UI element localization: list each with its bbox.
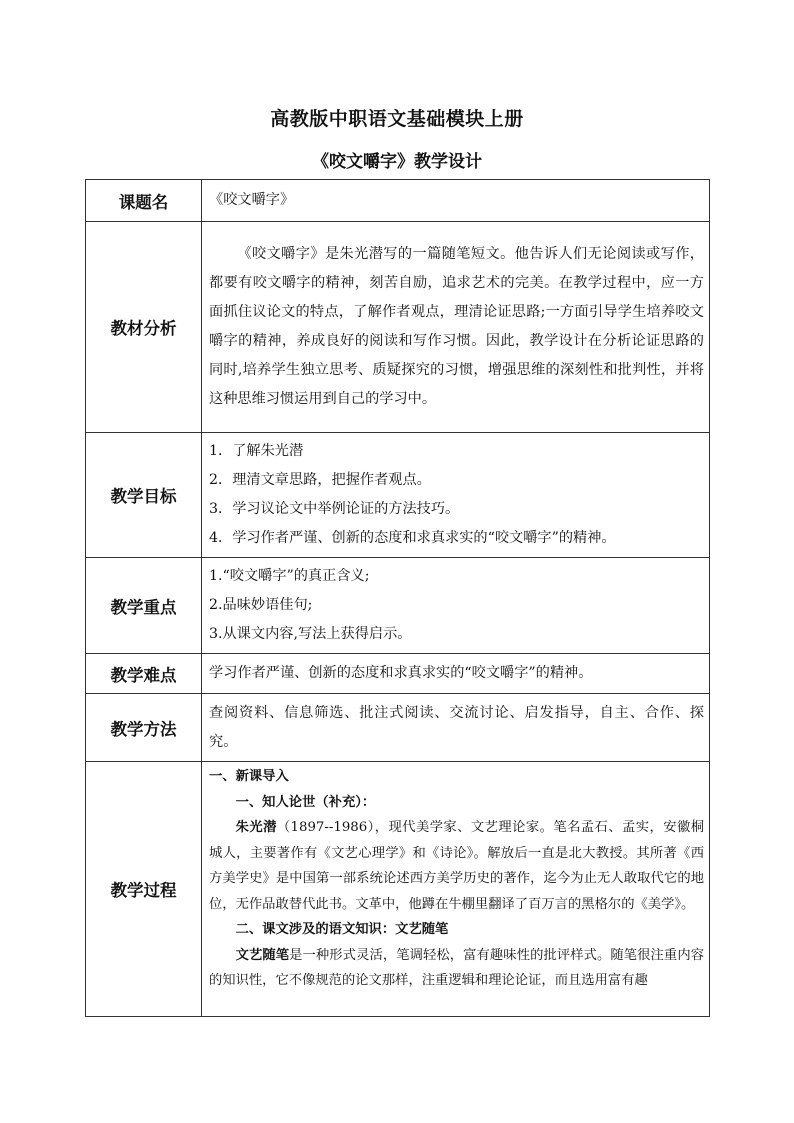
value-objectives (202, 433, 710, 558)
row-objectives (86, 433, 710, 558)
row-difficulties (86, 654, 710, 694)
row-methods (86, 694, 710, 762)
key-point-item: 3.从课文内容,写法上获得启示。 (209, 626, 412, 642)
row-process (86, 762, 710, 1017)
key-point-item: 2.品味妙语佳句; (209, 597, 313, 613)
process-bio-paragraph (209, 815, 704, 917)
value-difficulties: 学习作者严谨、创新的态度和求真求实的“咬文嚼字”的精神。 (202, 654, 710, 694)
process-essay-paragraph (209, 943, 704, 994)
bio-text: （1897--1986），现代美学家、文艺理论家。笔名孟石、孟实，安徽桐城人，主要著作有《文艺心理学》和《诗论》。解放后一直是北大教授。其所著《西方美学史》是中国第一部系统论述西方美学历史的著作，迄今为止无人敢取代它的地位，无作品敢替代此书。文革中，他蹲在牛棚里翻译了百万言的黑格尔的《美学》。 (209, 820, 704, 912)
lesson-plan-table (85, 179, 710, 1017)
document-subtitle: 《咬文嚼字》教学设计 (312, 152, 482, 172)
document-title: 高教版中职语文基础模块上册 (270, 108, 524, 130)
material-analysis-text: 《咬文嚼字》是朱光潜写的一篇随笔短文。他告诉人们无论阅读或写作，都要有咬文嚼字的精神，刻苦自励，追求艺术的完美。在教学过程中，应一方面抓住议论文的特点，了解作者观点，理清论证思路;一方面引导学生培养咬文嚼字的精神，养成良好的阅读和写作习惯。因此，教学设计在分析论证思路的同时,培养学生独立思考、质疑探究的习惯，增强思维的深刻性和批判性，并将这种思维习惯运用到自己的学习中。 (209, 246, 704, 407)
value-material-analysis (202, 222, 710, 433)
value-process (202, 762, 710, 1017)
essay-term: 文艺随笔 (235, 947, 290, 963)
label-objectives: 教学目标 (86, 433, 202, 558)
process-section-heading: 一、新课导入 (209, 769, 289, 784)
key-point-item: 1.“咬文嚼字”的真正含义; (209, 568, 370, 584)
row-topic (86, 180, 710, 222)
essay-text: 是一种形式灵活，笔调轻松，富有趣味性的批评样式。随笔很注重内容的知识性，它不像规范的论文那样，注重逻辑和理论论证，而且选用富有趣 (209, 947, 704, 988)
process-subheading: 二、课文涉及的语文知识：文艺随笔 (235, 922, 449, 937)
objective-item: 3．学习议论文中举例论证的方法技巧。 (209, 501, 460, 517)
objective-item: 2．理清文章思路，把握作者观点。 (209, 472, 431, 488)
methods-text: 查阅资料、信息筛选、批注式阅读、交流讨论、启发指导，自主、合作、探究。 (209, 704, 704, 750)
objective-item: 4．学习作者严谨、创新的态度和求真求实的“咬文嚼字”的精神。 (209, 530, 616, 546)
row-material-analysis (86, 222, 710, 433)
label-process: 教学过程 (86, 762, 202, 1017)
process-subheading: 一、知人论世（补充）： (235, 794, 376, 810)
objective-item: 1．了解朱光潜 (209, 443, 304, 459)
label-methods: 教学方法 (86, 694, 202, 762)
value-key-points (202, 558, 710, 654)
label-key-points: 教学重点 (86, 558, 202, 654)
label-difficulties: 教学难点 (86, 654, 202, 694)
row-key-points (86, 558, 710, 654)
bio-name: 朱光潜 (235, 820, 277, 835)
value-topic: 《咬文嚼字》 (202, 180, 710, 222)
value-methods (202, 694, 710, 762)
label-topic: 课题名 (86, 180, 202, 222)
label-material-analysis: 教材分析 (86, 222, 202, 433)
